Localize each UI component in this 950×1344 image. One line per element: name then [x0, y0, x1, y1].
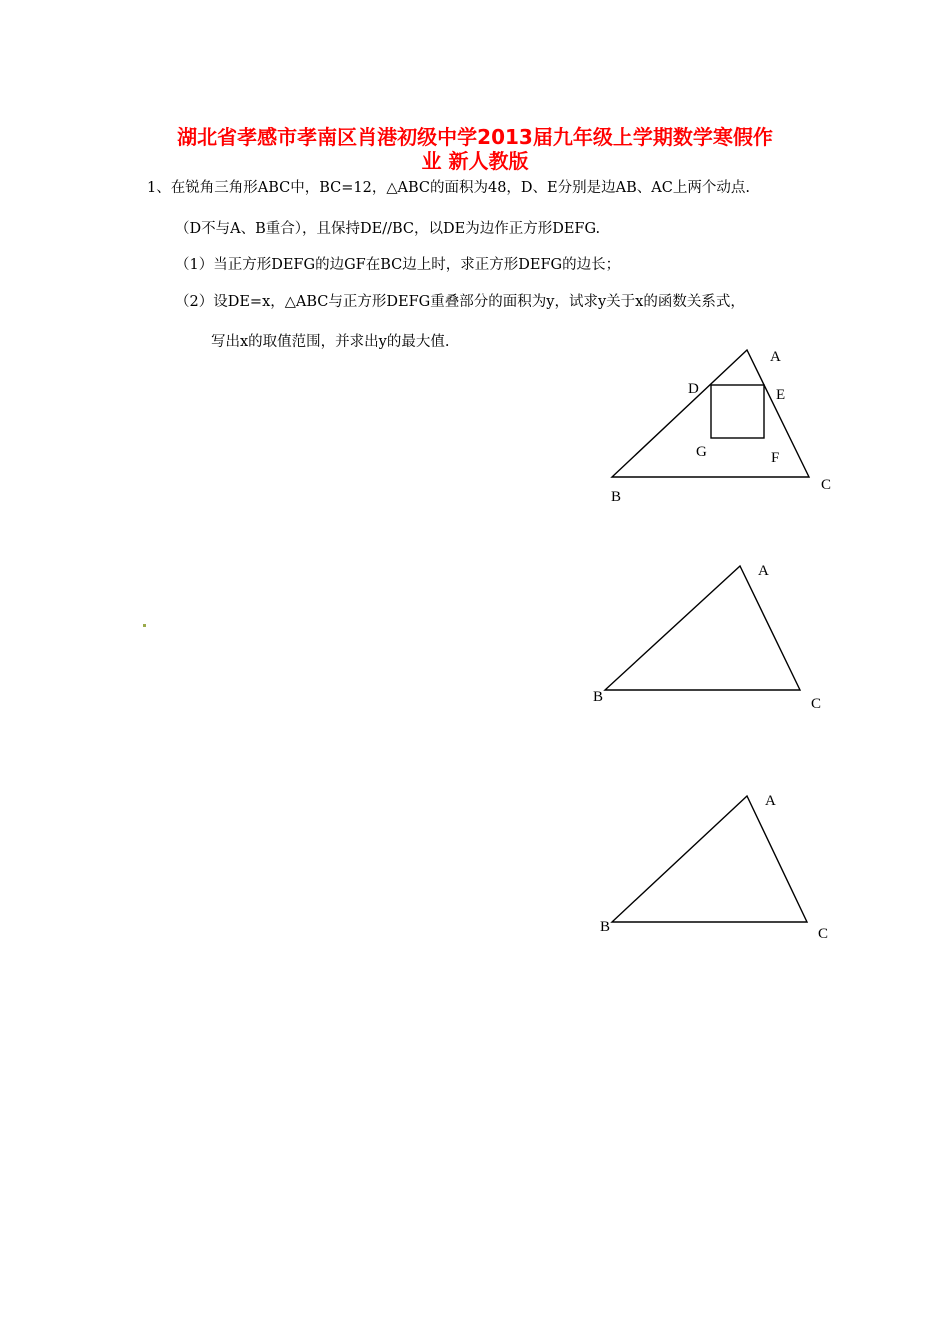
question-stem-line-2: （D不与A、B重合），且保持DE//BC，以DE为边作正方形DEFG. [175, 221, 601, 237]
question-part-1: （1）当正方形DEFG的边GF在BC边上时，求正方形DEFG的边长； [175, 257, 621, 273]
figure-1-label-a: A [770, 349, 781, 365]
document-title-line-2: 业 新人教版 [421, 149, 529, 173]
figure-1-label-g: G [696, 444, 707, 460]
figure-1-label-f: F [771, 450, 780, 466]
document-title-line-1: 湖北省孝感市孝南区肖港初级中学2013届九年级上学期数学寒假作 [177, 125, 773, 149]
figure-1-label-e: E [776, 387, 786, 403]
figure-3-label-c: C [818, 926, 829, 942]
figure-2-label-b: B [593, 689, 604, 705]
figure-1-label-c: C [821, 477, 832, 493]
question-part-2-line-1: （2）设DE=x，△ABC与正方形DEFG重叠部分的面积为y，试求y关于x的函数关系式， [175, 294, 745, 310]
question-part-2-line-2: 写出x的取值范围，并求出y的最大值. [211, 334, 450, 350]
figure-2-label-c: C [811, 696, 822, 712]
figure-2-label-a: A [758, 563, 769, 579]
figure-1-label-d: D [688, 381, 699, 397]
figure-3-label-b: B [600, 919, 611, 935]
question-stem-line-1: 1、在锐角三角形ABC中，BC=12，△ABC的面积为48，D、E分别是边AB、AC上两个动点. [147, 180, 750, 196]
figure-3-label-a: A [765, 793, 776, 809]
figure-1-label-b: B [611, 489, 622, 505]
figure-3-triangle-abc [612, 796, 807, 922]
